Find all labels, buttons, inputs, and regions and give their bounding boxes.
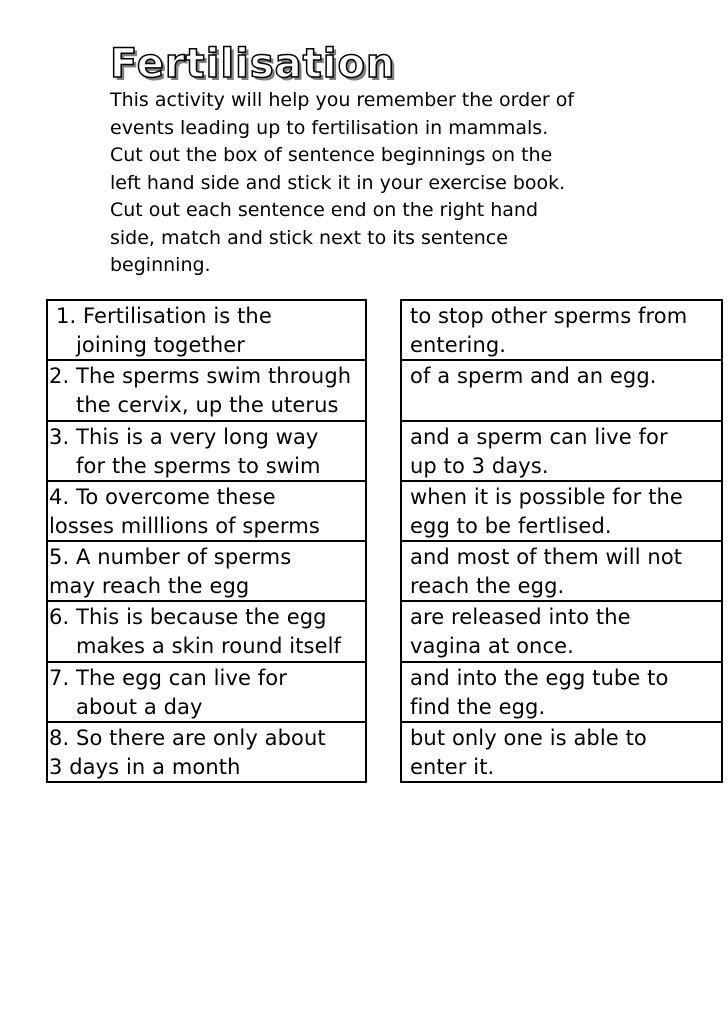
sentence-ending-2 [400,359,723,419]
beginning-line: 6. This is because the egg [49,605,327,630]
ending-line: find the egg. [410,694,546,719]
ending-line: up to 3 days. [410,453,549,478]
sentence-beginning-7 [46,661,367,721]
sentence-ending-6 [400,600,723,660]
beginning-line: 2. The sperms swim through [49,364,352,389]
sentence-ending-5 [400,540,723,600]
instruction-line: side, match and stick next to its sentence [110,226,508,249]
beginning-line: for the sperms to swim [76,453,321,478]
ending-line: enter it. [410,754,495,779]
sentence-beginning-5 [46,540,367,600]
sentence-beginnings-box [46,299,367,783]
ending-line: and most of them will not [410,545,683,569]
beginning-line: 3 days in a month [49,754,241,779]
beginning-line: about a day [76,694,203,719]
beginning-line: 7. The egg can live for [49,665,287,690]
ending-line: are released into the [410,605,631,630]
sentence-ending-4 [400,480,723,540]
sentence-endings-box [400,299,723,783]
instruction-line: Cut out the box of sentence beginnings on the [110,144,553,166]
ending-line: but only one is able to [410,725,647,750]
ending-line: reach the egg. [410,574,565,598]
sentence-ending-7 [400,661,723,721]
beginning-line: 8. So there are only about [49,725,326,750]
ending-line: entering. [410,333,507,357]
beginning-line: 4. To overcome these [49,484,276,509]
ending-line: to stop other sperms from [410,304,688,328]
beginning-line: 3. This is a very long way [49,424,319,449]
ending-line: and a sperm can live for [410,424,668,449]
sentence-ending-3 [400,420,723,480]
ending-line: vagina at once. [410,634,574,659]
beginning-line: the cervix, up the uterus [76,393,339,418]
sentence-beginning-4 [46,480,367,540]
sentence-beginning-8 [46,721,367,783]
instruction-line: beginning. [110,254,211,276]
beginning-line: 1. Fertilisation is the [56,304,272,328]
beginning-line: 5. A number of sperms [49,545,292,569]
instruction-line: events leading up to fertilisation in mammals. [110,116,549,139]
beginning-line: may reach the egg [49,574,250,598]
page-title: Fertilisation [110,41,396,87]
ending-line: when it is possible for the [410,484,683,509]
beginning-line: losses milllions of sperms [49,513,320,538]
ending-line: egg to be fertlised. [410,513,612,538]
beginning-line: joining together [76,333,246,357]
sentence-beginning-1 [46,299,367,359]
sentence-beginning-2 [46,359,367,419]
sentence-ending-8 [400,721,723,783]
ending-line: and into the egg tube to [410,665,669,690]
sentence-beginning-6 [46,600,367,660]
beginning-line: makes a skin round itself [76,634,342,659]
sentence-beginning-3 [46,420,367,480]
instruction-line: Cut out each sentence end on the right hand [110,199,539,221]
instructions [110,87,670,280]
ending-line: of a sperm and an egg. [410,364,657,389]
sentence-ending-1 [400,299,723,359]
instruction-line: left hand side and stick it in your exercise book. [110,171,566,194]
instruction-line: This activity will help you remember the order of [110,89,575,111]
